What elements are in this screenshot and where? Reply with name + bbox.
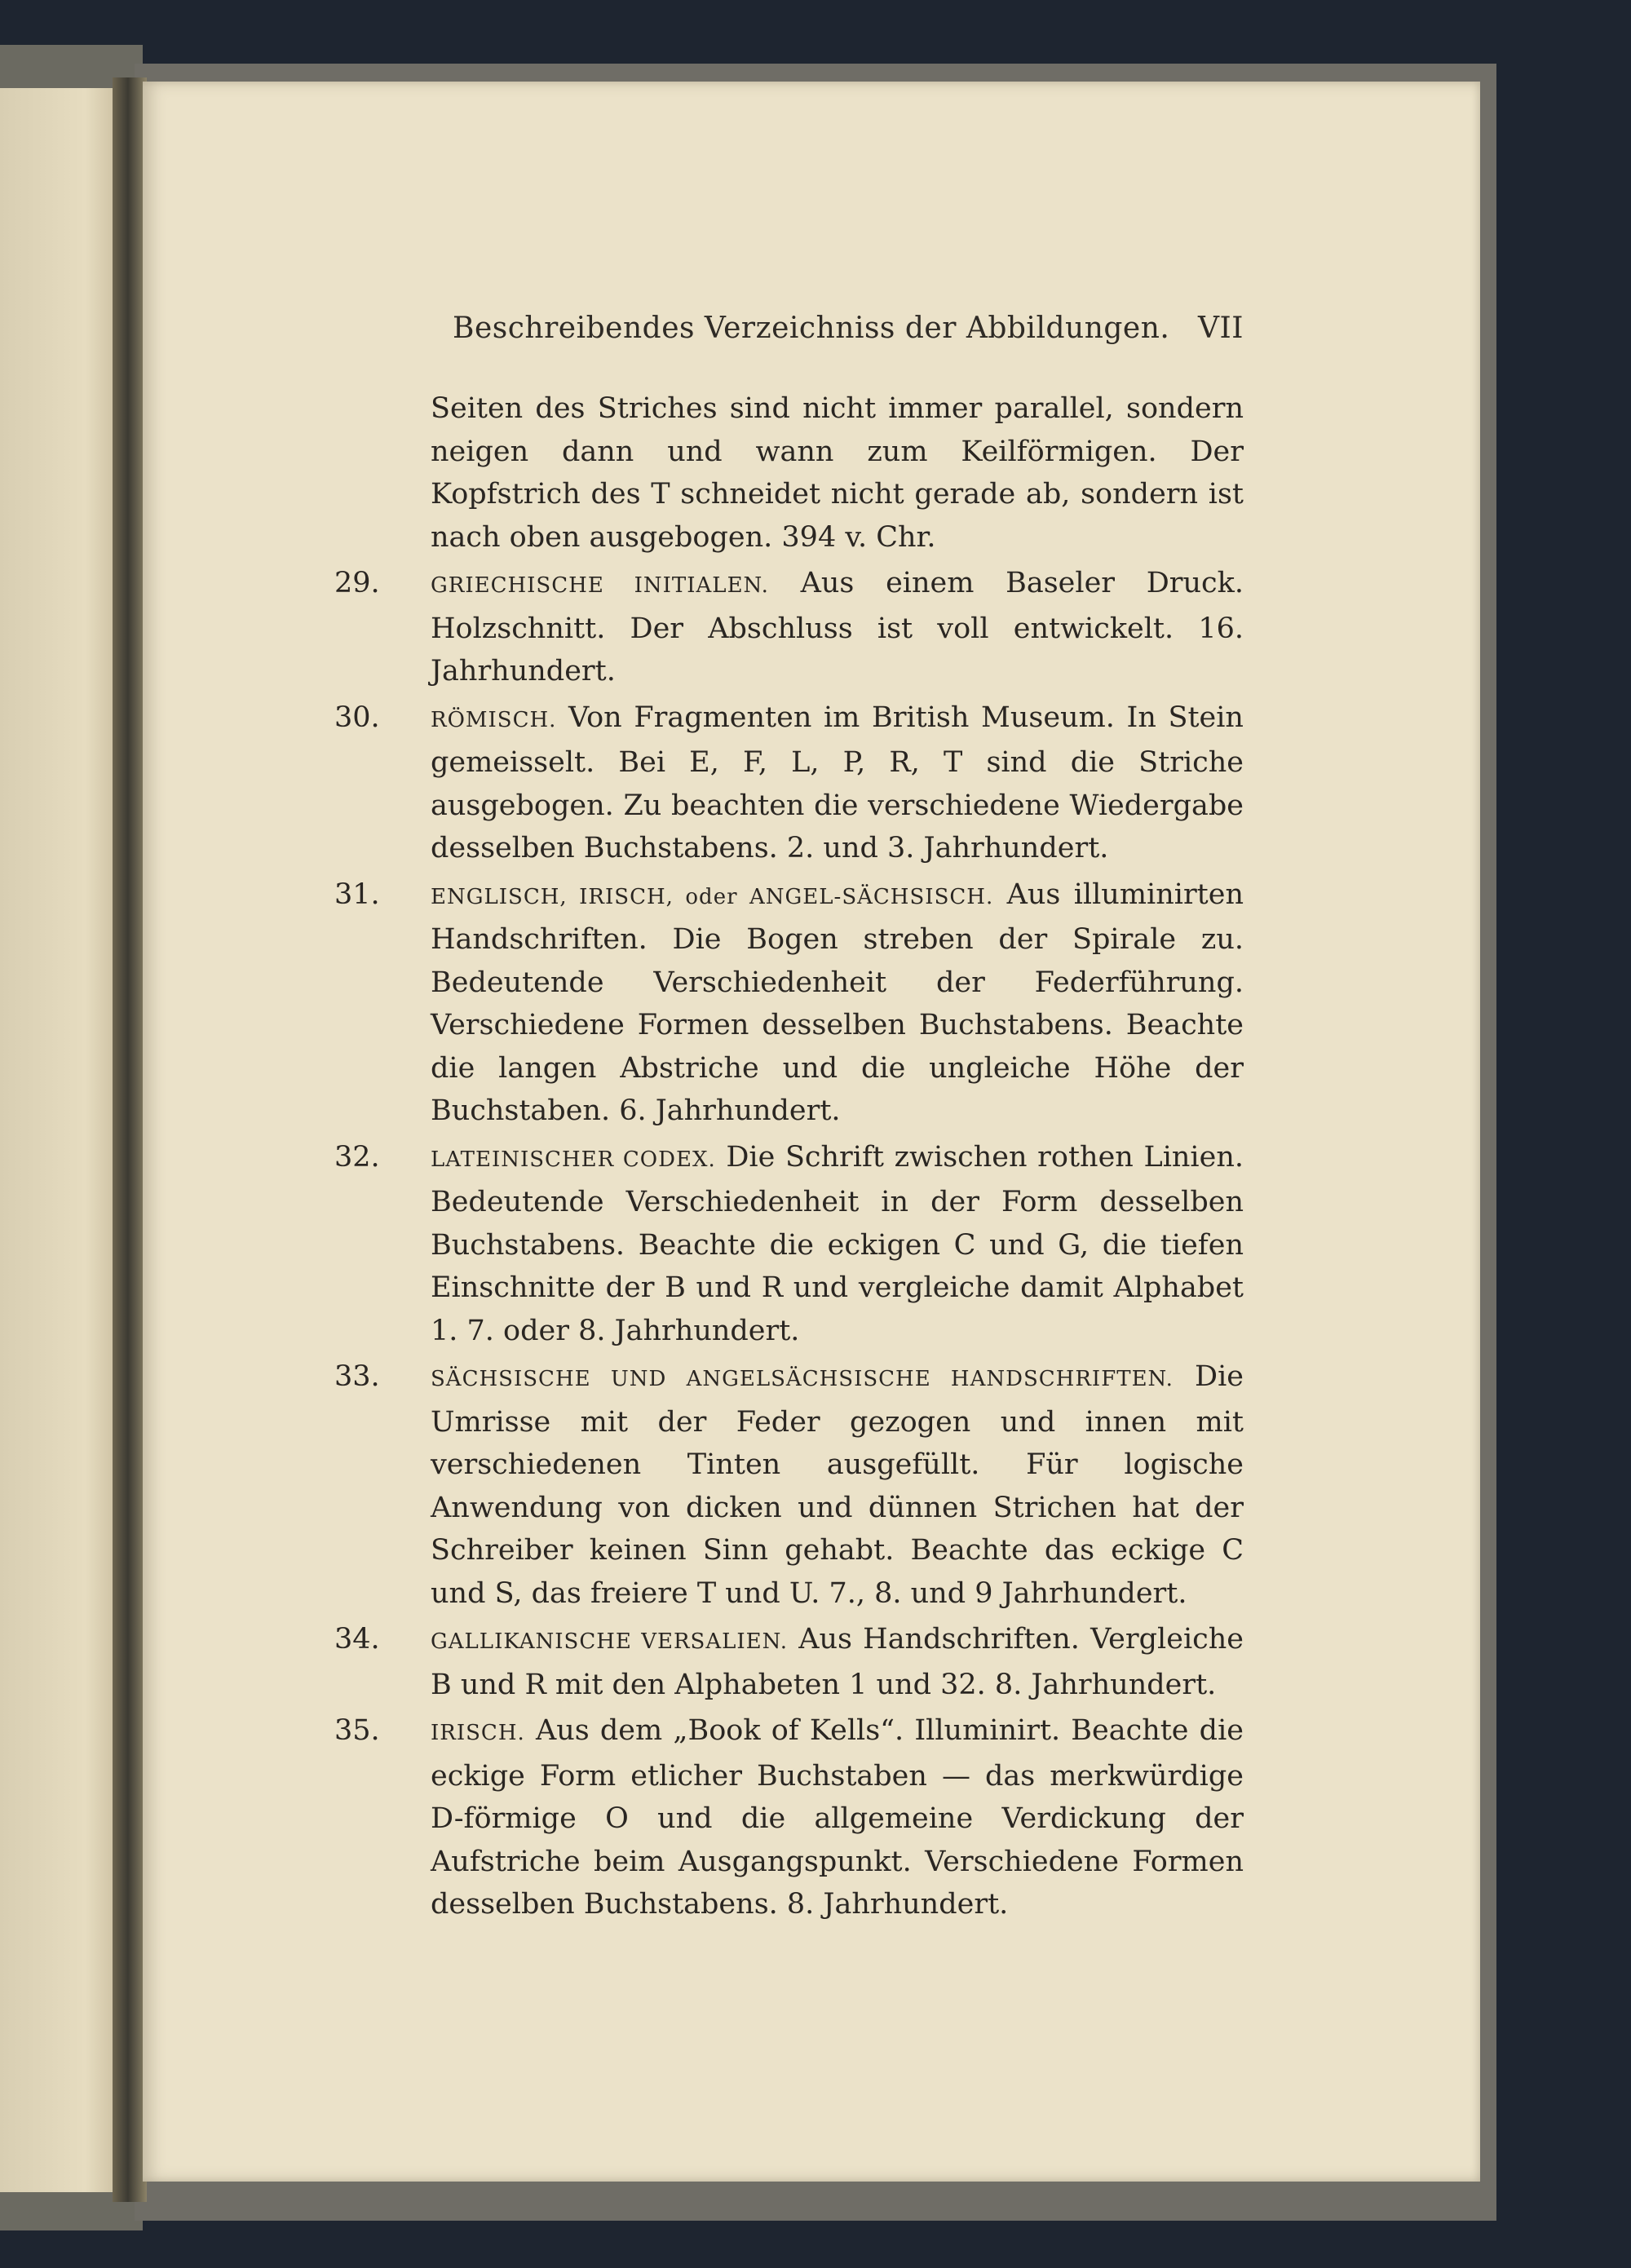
- entry-list: [334, 387, 1244, 1930]
- entry-text: Aus einem Baseler Druck. Holzschnitt. Der Abschluss ist voll entwickelt. 16. Jahrhundert.: [431, 567, 1244, 687]
- entry-text: Aus Handschriften. Vergleiche B und R mit den Alphabeten 1 und 32. 8. Jahrhundert.: [431, 1623, 1244, 1701]
- entry-heading: RÖMISCH.: [431, 707, 557, 732]
- entry-34: [334, 1618, 1244, 1706]
- entry-number: 33.: [334, 1360, 380, 1393]
- entry-text: Die Umrisse mit der Feder gezogen und innen mit verschiedenen Tinten ausgefüllt. Für logische Anwendung von dicken und dünnen Strichen hat der Schreiber keinen Sinn gehabt. Beachte das eckige C und S, das freiere T und U. 7., 8. und 9 Jahrhundert.: [431, 1360, 1244, 1610]
- entry-number: 31.: [334, 878, 380, 911]
- entry-number: 34.: [334, 1623, 380, 1656]
- entry-text: Von Fragmenten im British Museum. In Stein gemeisselt. Bei E, F, L, P, R, T sind die Striche ausgebogen. Zu beachten die verschiedene Wiedergabe desselben Buchstabens. 2. und 3. Jahrhundert.: [431, 701, 1244, 864]
- entry-number: 29.: [334, 567, 380, 599]
- entry-heading: IRISCH.: [431, 1721, 525, 1745]
- entry-33: [334, 1355, 1244, 1615]
- entry-number: 35.: [334, 1714, 380, 1747]
- entry-heading: ENGLISCH, IRISCH, oder ANGEL-SÄCHSISCH.: [431, 884, 994, 909]
- entry-number: 30.: [334, 701, 380, 734]
- header-title: Beschreibendes Verzeichniss der Abbildungen.: [453, 312, 1170, 345]
- running-header: [453, 312, 1244, 360]
- entry-29: [334, 562, 1244, 693]
- entry-35: [334, 1709, 1244, 1926]
- entry-heading: GALLIKANISCHE VERSALIEN.: [431, 1629, 788, 1654]
- entry-heading: SÄCHSISCHE UND ANGELSÄCHSISCHE HANDSCHRIFTEN.: [431, 1367, 1174, 1391]
- entry-text: Aus illuminirten Handschriften. Die Bogen streben der Spirale zu. Bedeutende Verschiedenheit der Federführung. Verschiedene Formen desselben Buchstabens. Beachte die langen Abstriche und die ungleiche Höhe der Buchstaben. 6. Jahrhundert.: [431, 878, 1244, 1127]
- entry-text: Aus dem „Book of Kells“. Illuminirt. Beachte die eckige Form etlicher Buchstaben — das merkwürdige D-förmige O und die allgemeine Verdickung der Aufstriche beim Ausgangspunkt. Verschiedene Formen desselben Buchstabens. 8. Jahrhundert.: [431, 1714, 1244, 1921]
- entry-text: Die Schrift zwischen rothen Linien. Bedeutende Verschiedenheit in der Form desselben Buchstabens. Beachte die eckigen C und G, die tiefen Einschnitte der B und R und vergleiche damit Alphabet 1. 7. oder 8. Jahrhundert.: [431, 1140, 1244, 1347]
- entry-heading: GRIECHISCHE INITIALEN.: [431, 573, 769, 598]
- entry-31: [334, 873, 1244, 1133]
- entry-30: [334, 696, 1244, 870]
- page-number: VII: [1198, 312, 1244, 345]
- entry-heading: LATEINISCHER CODEX.: [431, 1147, 716, 1172]
- book-gutter: [113, 77, 147, 2202]
- continuation-paragraph: Seiten des Striches sind nicht immer parallel, sondern neigen dann und wann zum Keilförmigen. Der Kopfstrich des T schneidet nicht gerade ab, sondern ist nach oben ausgebogen. 394 v. Chr.: [431, 392, 1244, 554]
- entry-number: 32.: [334, 1140, 380, 1174]
- left-page-edge: [0, 88, 122, 2192]
- entry-32: [334, 1136, 1244, 1353]
